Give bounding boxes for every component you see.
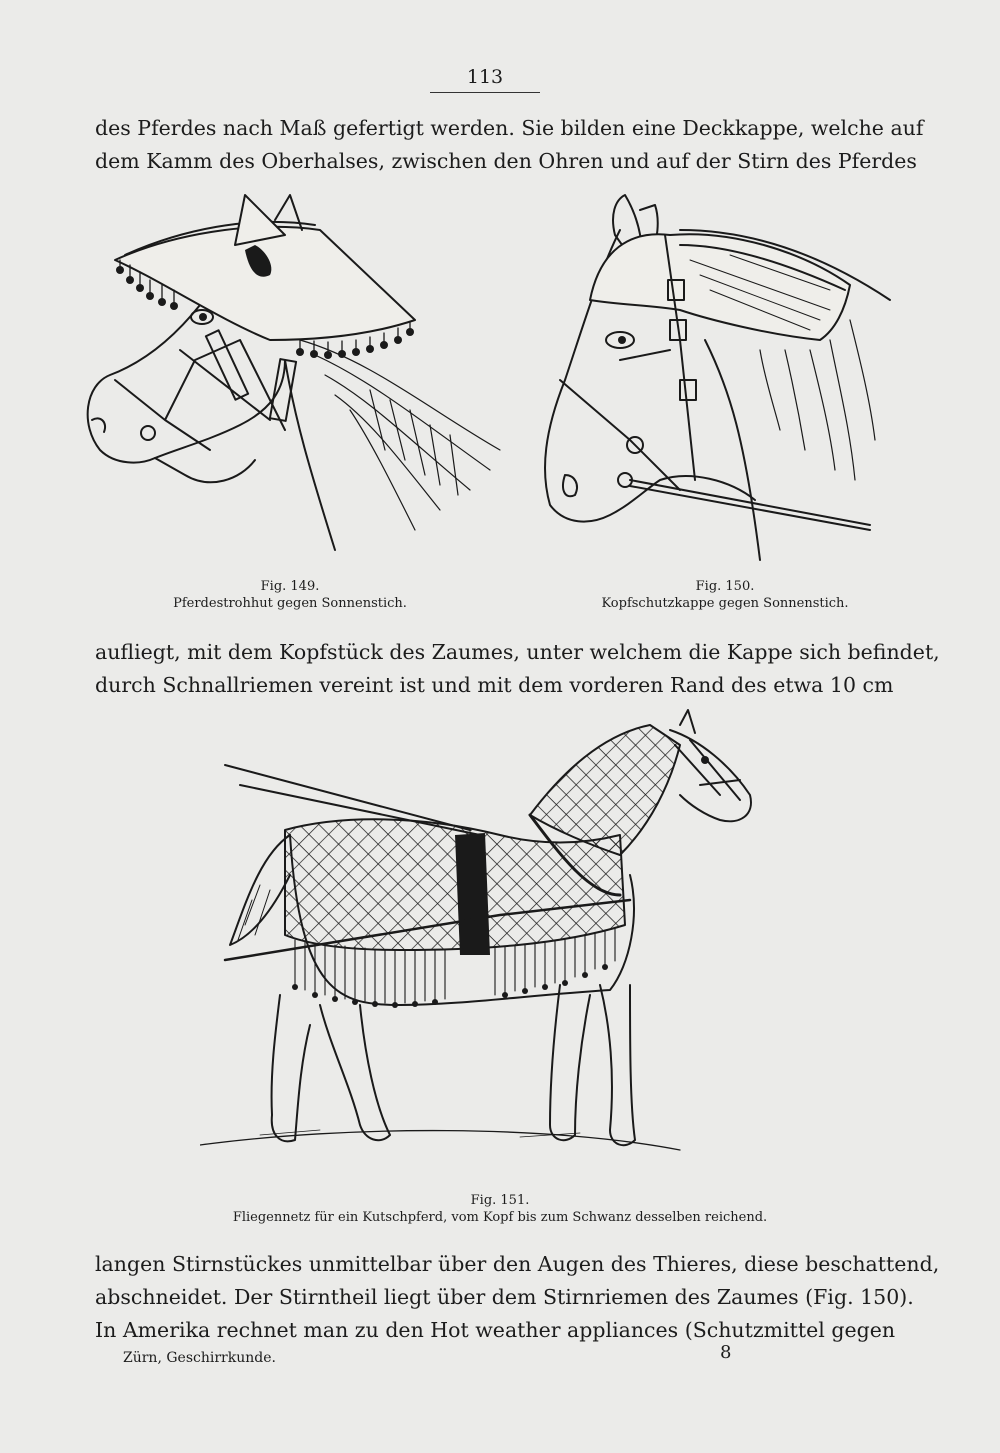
text-line: des Pferdes nach Maß gefertigt werden. Sie bilden eine Deckkappe, welche auf [95,116,924,140]
text-line: dem Kamm des Oberhalses, zwischen den Ohren und auf der Stirn des Pferdes [95,149,917,173]
text-line: abschneidet. Der Stirntheil liegt über dem Stirnriemen des Zaumes (Fig. 150). [95,1285,914,1309]
figure-150-caption: Kopfschutzkappe gegen Sonnenstich. [601,596,849,611]
figure-149-caption: Pferdestrohhut gegen Sonnenstich. [173,596,407,611]
figure-151-number: Fig. 151. [470,1193,530,1208]
footer-author-title: Zürn, Geschirrkunde. [123,1350,276,1366]
figure-151-caption-block [150,1192,850,1226]
figure-150-caption-block [565,578,885,612]
figure-150-number: Fig. 150. [695,579,755,594]
figure-149-illustration [70,190,520,570]
paragraph-top [95,112,924,178]
figure-149-number: Fig. 149. [260,579,320,594]
figure-149-caption-block [140,578,440,612]
page-number: 113 [430,66,540,93]
text-line: langen Stirnstückes unmittelbar über den Augen des Thieres, diese beschattend, [95,1252,940,1276]
footer-signature-mark: 8 [720,1342,732,1363]
text-line: In Amerika rechnet man zu den Hot weather appliances (Schutzmittel gegen [95,1318,896,1342]
paragraph-bottom [95,1248,940,1347]
paragraph-middle [95,636,940,702]
figure-151-illustration [200,705,780,1165]
text-line: durch Schnallriemen vereint ist und mit dem vorderen Rand des etwa 10 cm [95,673,894,697]
figure-150-illustration [530,190,900,570]
figure-151-caption: Fliegennetz für ein Kutschpferd, vom Kopf bis zum Schwanz desselben reichend. [232,1210,768,1225]
text-line: aufliegt, mit dem Kopfstück des Zaumes, unter welchem die Kappe sich befindet, [95,640,940,664]
